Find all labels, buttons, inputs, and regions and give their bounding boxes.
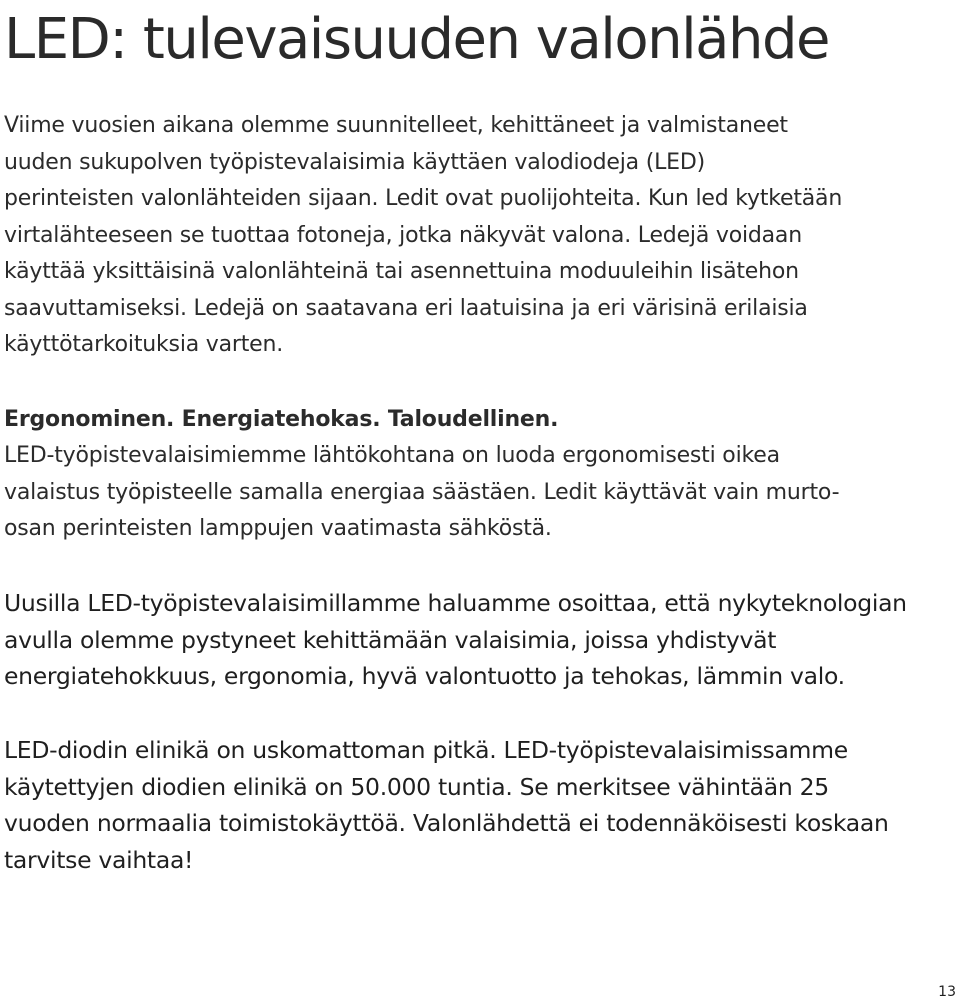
diode-lifetime-line: vuoden normaalia toimistokäyttöä. Valonlähdettä ei todennäköisesti koskaan xyxy=(4,809,889,837)
page-number: 13 xyxy=(938,984,956,1000)
intro-paragraph xyxy=(4,108,954,364)
intro-line: perinteisten valonlähteiden sijaan. Ledit ovat puolijohteita. Kun led kytketään xyxy=(4,186,843,211)
new-lamps-line: energiatehokkuus, ergonomia, hyvä valontuotto ja tehokas, lämmin valo. xyxy=(4,662,845,690)
diode-lifetime-paragraph xyxy=(4,732,954,878)
diode-lifetime-line: käytettyjen diodien elinikä on 50.000 tuntia. Se merkitsee vähintään 25 xyxy=(4,772,829,801)
new-lamps-paragraph xyxy=(4,585,954,695)
intro-line: käyttötarkoituksia varten. xyxy=(4,332,284,357)
ergonomics-line: osan perinteisten lamppujen vaatimasta sähköstä. xyxy=(4,516,552,541)
page-title: LED: tulevaisuuden valonlähde xyxy=(4,7,829,72)
intro-line: käyttää yksittäisinä valonlähteinä tai asennettuina moduuleihin lisätehon xyxy=(4,259,799,284)
diode-lifetime-line: LED-diodin elinikä on uskomattoman pitkä. LED-työpistevalaisimissamme xyxy=(4,736,848,764)
intro-line: uuden sukupolven työpistevalaisimia käyttäen valodiodeja (LED) xyxy=(4,149,705,175)
intro-line: saavuttamiseksi. Ledejä on saatavana eri laatuisina ja eri värisinä erilaisia xyxy=(4,295,808,321)
intro-line: virtalähteeseen se tuottaa fotoneja, jotka näkyvät valona. Ledejä voidaan xyxy=(4,222,802,248)
new-lamps-line: avulla olemme pystyneet kehittämään valaisimia, joissa yhdistyvät xyxy=(4,625,777,654)
ergonomics-line: LED-työpistevalaisimiemme lähtökohtana on luoda ergonomisesti oikea xyxy=(4,443,780,468)
section-subheading: Ergonominen. Energiatehokas. Taloudellinen. xyxy=(4,407,559,432)
intro-line: Viime vuosien aikana olemme suunnitelleet, kehittäneet ja valmistaneet xyxy=(4,113,788,138)
ergonomics-line: valaistus työpisteelle samalla energiaa säästäen. Ledit käyttävät vain murto- xyxy=(4,479,840,505)
new-lamps-line: Uusilla LED-työpistevalaisimillamme haluamme osoittaa, että nykyteknologian xyxy=(4,589,907,617)
diode-lifetime-line: tarvitse vaihtaa! xyxy=(4,845,194,874)
ergonomics-paragraph xyxy=(4,438,954,548)
